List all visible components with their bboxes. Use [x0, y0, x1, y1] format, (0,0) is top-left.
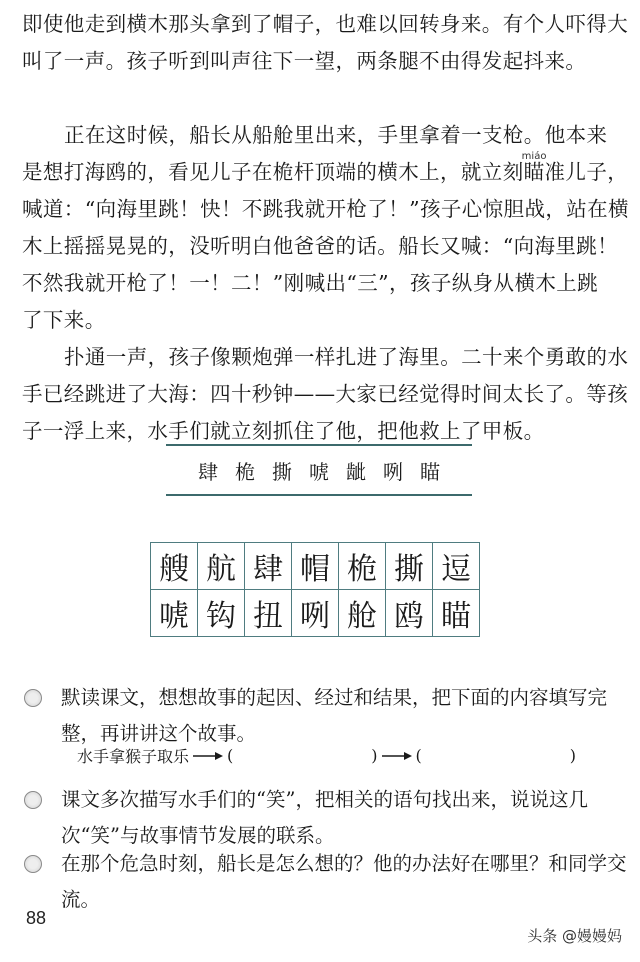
vocab-char: 肆 [198, 459, 218, 484]
watermark: 头条 @嫚嫚妈 [527, 927, 622, 945]
vocab-char: 撕 [272, 459, 292, 484]
story-paragraph-1 [22, 6, 629, 80]
grid-cell: 逗 [433, 543, 480, 590]
vocab-char: 瞄 [420, 459, 440, 484]
grid-cell: 帽 [292, 543, 339, 590]
grid-cell: 艘 [151, 543, 198, 590]
grid-cell: 肆 [245, 543, 292, 590]
story-paragraph-2 [22, 117, 629, 339]
recognize-characters-box [166, 444, 472, 496]
vocab-char: 唬 [309, 459, 329, 484]
question-text: 课文多次描写水手们的“笑”，把相关的语句找出来，说说这几次“笑”与故事情节发展的联系。 [61, 788, 588, 847]
grid-cell: 航 [198, 543, 245, 590]
vocab-char: 桅 [235, 459, 255, 484]
grid-cell: 扭 [245, 590, 292, 637]
text-line: 了下来。 [22, 308, 106, 332]
question-text: 在那个危急时刻，船长是怎么想的？他的办法好在哪里？和同学交流。 [61, 852, 627, 911]
text-line: 喊道：“向海里跳！快！不跳我就开枪了！”孩子心惊胆战，站在横 [22, 197, 629, 221]
grid-cell: 唬 [151, 590, 198, 637]
grid-cell: 舱 [339, 590, 386, 637]
text-line: 子一浮上来，水手们就立刻抓住了他，把他救上了甲板。 [22, 419, 545, 443]
vocab-char: 龇 [346, 459, 366, 484]
vocab-char: 咧 [383, 459, 403, 484]
arrow-right-icon [382, 751, 412, 761]
grid-cell: 钩 [198, 590, 245, 637]
question-1 [20, 680, 620, 752]
grid-cell: 撕 [386, 543, 433, 590]
text-line: 木上摇摇晃晃的，没听明白他爸爸的话。船长又喊：“向海里跳！ [22, 234, 619, 258]
pinyin-annotation: miáo [521, 151, 547, 162]
story-flow-fill-in: 水手拿猴子取乐 ( ) ( ) [77, 746, 577, 766]
text-line: 叫了一声。孩子听到叫声往下一望，两条腿不由得发起抖来。 [22, 49, 587, 73]
grid-row [151, 590, 480, 637]
arrow-right-icon [193, 751, 223, 761]
text-line: 不然我就开枪了！一！二！”刚喊出“三”，孩子纵身从横木上跳 [22, 271, 599, 295]
grid-cell: 咧 [292, 590, 339, 637]
write-characters-grid [150, 542, 480, 637]
grid-row [151, 543, 480, 590]
text-line: 即使他走到横木那头拿到了帽子，也难以回转身来。有个人吓得大 [22, 12, 629, 36]
text-line: 正在这时候，船长从船舱里出来，手里拿着一支枪。他本来 [64, 123, 608, 147]
grid-cell: 桅 [339, 543, 386, 590]
text-line: 扑通一声，孩子像颗炮弹一样扎进了海里。二十来个勇敢的水 [64, 345, 629, 369]
grid-cell: 鸥 [386, 590, 433, 637]
flow-start: 水手拿猴子取乐 [77, 747, 190, 766]
story-paragraph-3 [22, 339, 629, 450]
question-3 [20, 846, 627, 911]
text-line: 是想打海鸥的，看见儿子在桅杆顶端的横木上，就立刻 miáo 瞄准儿子， [22, 154, 622, 191]
exercise-bullet-icon [24, 855, 42, 873]
exercise-bullet-icon [24, 689, 42, 707]
grid-cell: 瞄 [433, 590, 480, 637]
exercise-bullet-icon [24, 791, 42, 809]
page-number: 88 [26, 908, 47, 928]
pinyin-annotated-char: miáo 瞄 [524, 154, 545, 191]
text-line: 手已经跳进了大海：四十秒钟——大家已经觉得时间太长了。等孩 [22, 382, 629, 406]
recognize-characters [198, 456, 440, 485]
question-text: 默读课文，想想故事的起因、经过和结果，把下面的内容填写完整，再讲讲这个故事。 [61, 686, 608, 745]
question-2 [20, 782, 620, 854]
